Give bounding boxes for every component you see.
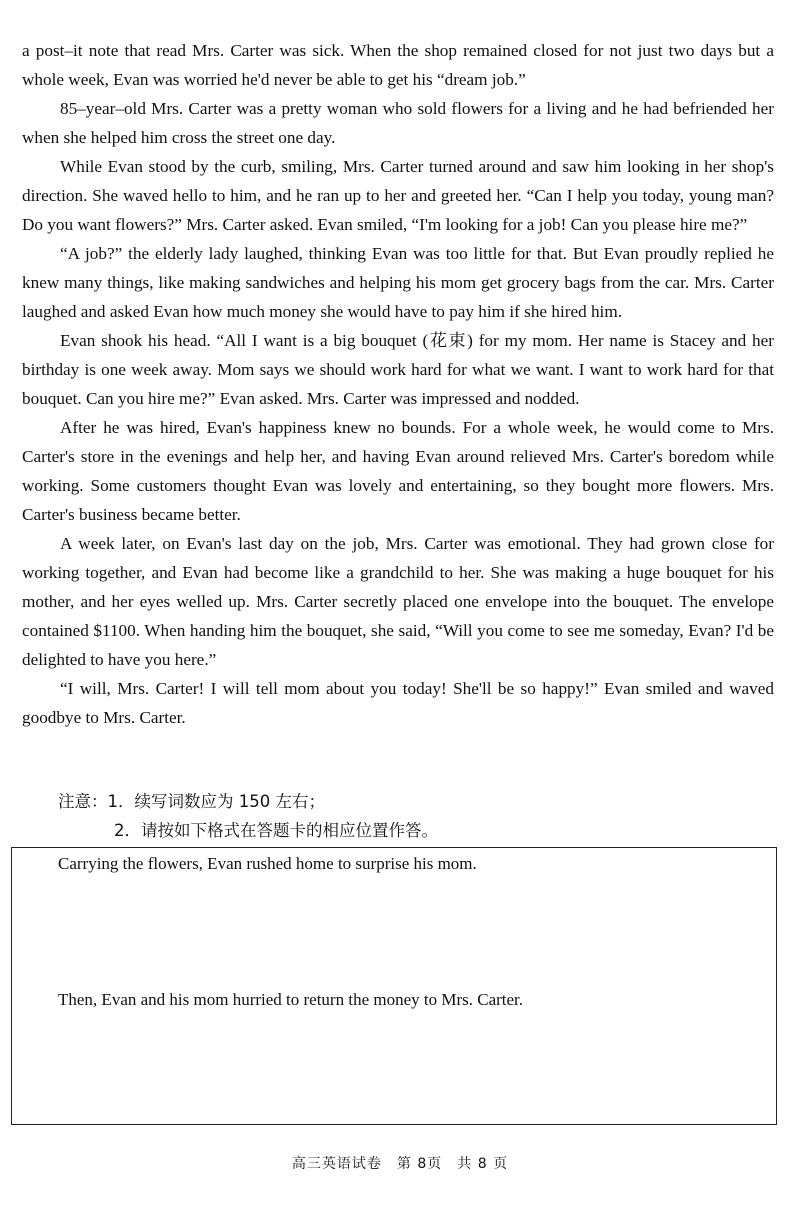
paragraph-5: Evan shook his head. “All I want is a big bouquet (花束) for my mom. Her name is Stacey and her birthday is one week away. Mom says we should work hard for what we want. I want to work hard for that bouquet. Can you hire me?” Evan asked. Mrs. Carter was impressed and nodded.: [22, 331, 774, 408]
instructions: [58, 787, 438, 845]
paragraph-8: “I will, Mrs. Carter! I will tell mom about you today! She'll be so happy!” Evan smiled and waved goodbye to Mrs. Carter.: [22, 679, 774, 727]
paragraph-3: While Evan stood by the curb, smiling, Mrs. Carter turned around and saw him looking in her shop's direction. She waved hello to him, and he ran up to her and greeted her. “Can I help you today, young man? Do you want flowers?” Mrs. Carter asked. Evan smiled, “I'm looking for a job! Can you please hire me?”: [22, 157, 774, 234]
instruction-format: 2．请按如下格式在答题卡的相应位置作答。: [114, 821, 438, 840]
answer-box: [11, 847, 777, 1125]
story-passage: [22, 36, 774, 732]
paragraph-6: After he was hired, Evan's happiness knew no bounds. For a whole week, he would come to Mrs. Carter's store in the evenings and help her, and having Evan around relieved Mrs. Carter's boredom while working. Some customers thought Evan was lovely and entertaining, so they bought more flowers. Mrs. Carter's business became better.: [22, 418, 774, 524]
paragraph-4: “A job?” the elderly lady laughed, thinking Evan was too little for that. But Evan proudly replied he knew many things, like making sandwiches and helping his mom get grocery bags from the car. Mrs. Carter laughed and asked Evan how much money she would have to pay him if she hired him.: [22, 244, 774, 321]
paragraph-starter-2: Then, Evan and his mom hurried to return the money to Mrs. Carter.: [58, 990, 524, 1009]
instruction-word-count: 注意：1．续写词数应为 150 左右；: [58, 792, 325, 811]
paragraph-7: A week later, on Evan's last day on the job, Mrs. Carter was emotional. They had grown close for working together, and Evan had become like a grandchild to her. She was making a huge bouquet for his mother, and her eyes welled up. Mrs. Carter secretly placed one envelope into the bouquet. The envelope contained $1100. When handing him the bouquet, she said, “Will you come to see me someday, Evan? I'd be delighted to have you here.”: [22, 534, 774, 669]
paragraph-2: 85–year–old Mrs. Carter was a pretty woman who sold flowers for a living and he had befriended her when she helped him cross the street one day.: [22, 99, 774, 147]
paragraph-1: a post–it note that read Mrs. Carter was sick. When the shop remained closed for not just two days but a whole week, Evan was worried he'd never be able to get his “dream job.”: [22, 41, 774, 89]
page-footer: 高三英语试卷 第 8页 共 8 页: [291, 1156, 509, 1172]
paragraph-starter-1: Carrying the flowers, Evan rushed home to surprise his mom.: [58, 854, 477, 873]
